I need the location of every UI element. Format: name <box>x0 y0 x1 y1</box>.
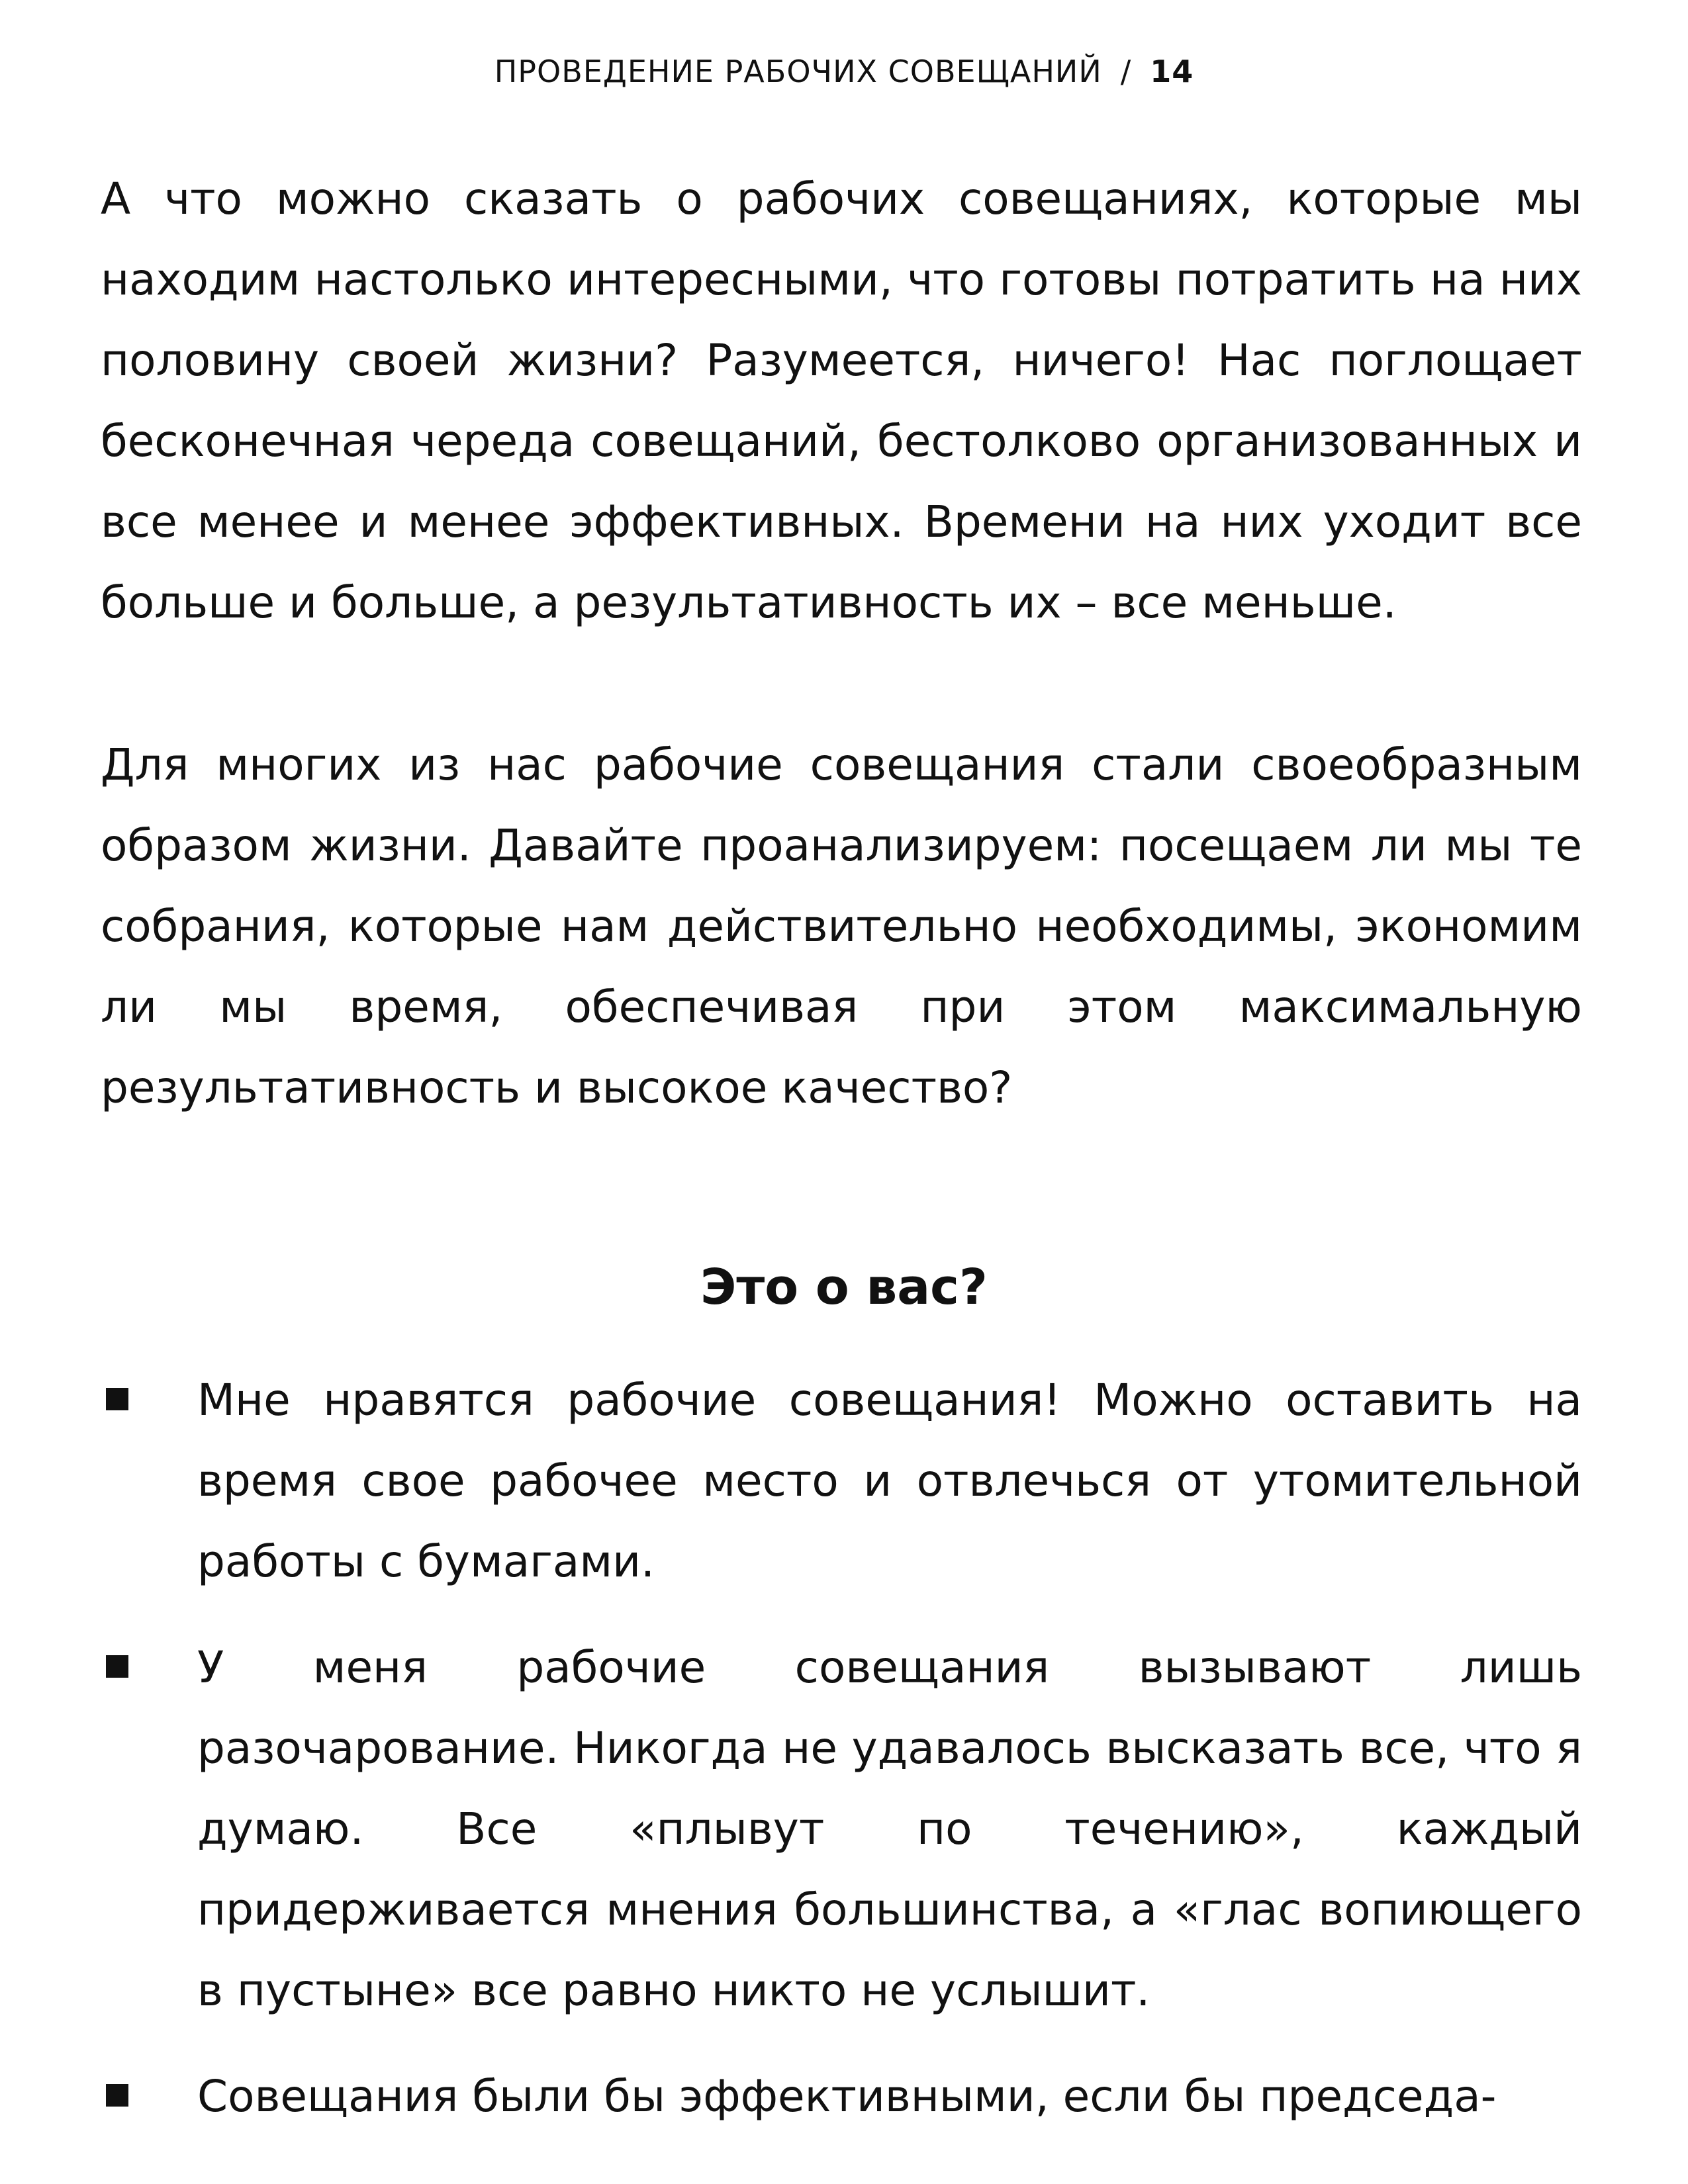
bullet-text: Мне нравятся рабочие совещания! Можно оставить на время свое рабочее место и отвлечься от утомительной работы с бумагами. <box>197 1375 1582 1587</box>
body-paragraph: Для многих из нас рабочие совещания стали своеобразным образом жизни. Давайте проанализируем: посещаем ли мы те собрания, которые нам действительно необходимы, экономим ли мы время, обеспечивая при этом максимальную результативность и высокое качество? <box>101 739 1582 1113</box>
body-paragraph: А что можно сказать о рабочих совещаниях, которые мы находим настолько интересными, что готовы потратить на них половину своей жизни? Разумеется, ничего! Нас поглощает бесконечная череда совещаний, бестолково организованных и все менее и менее эффективных. Времени на них уходит все больше и больше, а результативность их – все меньше. <box>101 173 1582 628</box>
running-title: ПРОВЕДЕНИЕ РАБОЧИХ СОВЕЩАНИЙ <box>494 54 1102 89</box>
bullet-item <box>0 1360 1582 1602</box>
bullet-text: Совещания были бы эффективными, если бы председа- <box>197 2071 1497 2122</box>
header-separator: / <box>1120 54 1132 89</box>
square-bullet-icon <box>106 1388 128 1410</box>
page-number: 14 <box>1150 54 1194 89</box>
square-bullet-icon <box>106 2084 128 2107</box>
bullet-item <box>0 1627 1582 2031</box>
bullet-text: У меня рабочие совещания вызывают лишь разочарование. Никогда не удавалось высказать все, что я думаю. Все «плывут по течению», каждый придерживается мнения большинства, а «глас вопиющего в пустыне» все равно никто не услышит. <box>197 1642 1582 2016</box>
bullet-item <box>0 2056 1582 2137</box>
section-heading: Это о вас? <box>700 1259 988 1316</box>
square-bullet-icon <box>106 1655 128 1678</box>
bullet-list <box>0 1360 1688 2162</box>
running-header <box>0 52 1688 91</box>
